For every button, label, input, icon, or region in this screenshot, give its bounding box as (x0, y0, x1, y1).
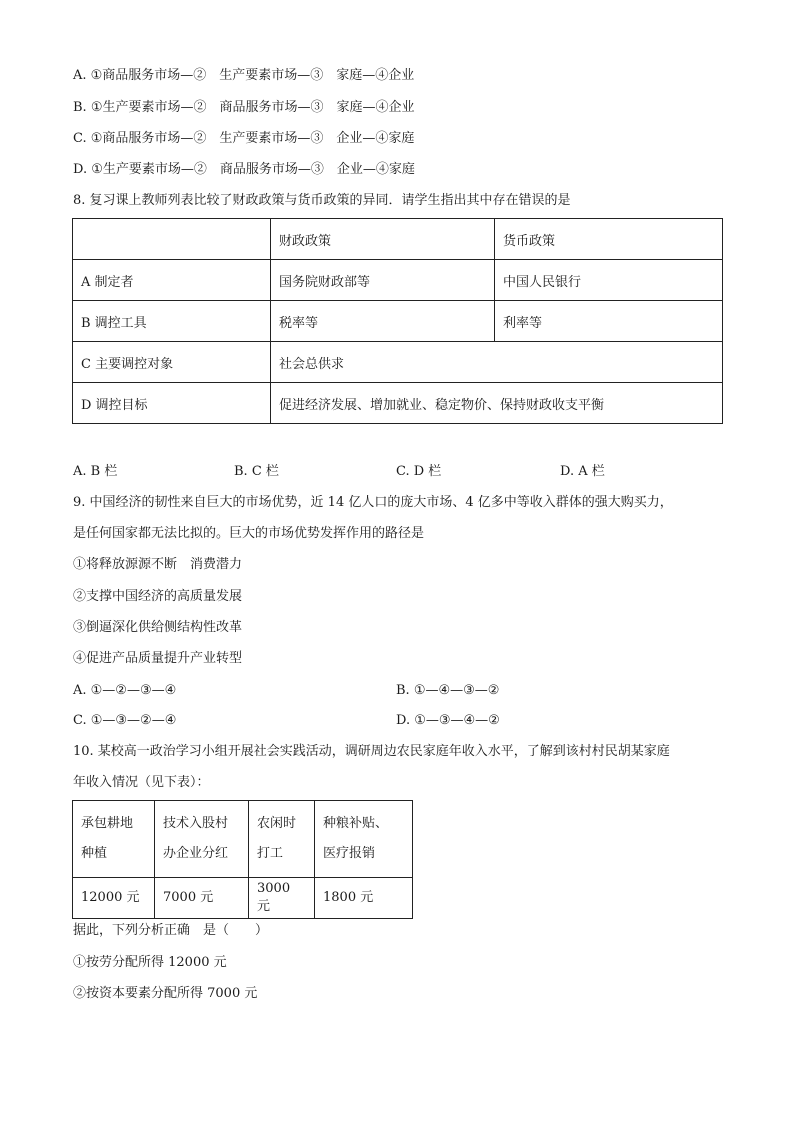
q8-option-d: D. A 栏 (560, 464, 605, 479)
q8-option-a: A. B 栏 (73, 464, 118, 479)
q10-income-table (72, 800, 413, 919)
table-cell: 社会总供求 (271, 342, 723, 383)
table-row (73, 260, 723, 301)
q8-comparison-table (72, 218, 723, 424)
header-line: 种植 (81, 846, 108, 861)
table-header-row (73, 801, 413, 878)
q9-option-d: D. ①—③—④—② (396, 713, 500, 728)
header-line: 技术入股村 (163, 816, 229, 831)
table-cell: 3000 元 (249, 878, 315, 919)
q10-item-1: ①按劳分配所得 12000 元 (73, 955, 227, 970)
table-header-cell: 财政政策 (271, 219, 495, 260)
table-cell: 促进经济发展、增加就业、稳定物价、保持财政收支平衡 (271, 383, 723, 424)
table-cell: 税率等 (271, 301, 495, 342)
table-header-cell (315, 801, 413, 878)
table-row (73, 383, 723, 424)
header-line: 办企业分红 (163, 846, 229, 861)
table-row (73, 301, 723, 342)
table-header-cell (73, 219, 271, 260)
q9-option-b: B. ①—④—③—② (396, 683, 500, 698)
table-cell: 利率等 (495, 301, 723, 342)
header-line: 打工 (257, 846, 284, 861)
table-header-cell (155, 801, 249, 878)
q10-question: 据此，下列分析正确 是（ ） (73, 923, 269, 938)
header-line: 农闲时 (257, 816, 297, 831)
table-cell: 1800 元 (315, 878, 413, 919)
q7-option-b: B. ①生产要素市场—② 商品服务市场—③ 家庭—④企业 (73, 100, 415, 115)
q10-item-2: ②按资本要素分配所得 7000 元 (73, 986, 258, 1001)
q9-stem-line2: 是任何国家都无法比拟的。巨大的市场优势发挥作用的路径是 (73, 526, 425, 541)
q7-option-a: A. ①商品服务市场—② 生产要素市场—③ 家庭—④企业 (73, 68, 415, 83)
q8-stem: 8. 复习课上教师列表比较了财政政策与货币政策的异同．请学生指出其中存在错误的是 (73, 193, 571, 208)
q7-option-d: D. ①生产要素市场—② 商品服务市场—③ 企业—④家庭 (73, 162, 415, 177)
table-cell: 中国人民银行 (495, 260, 723, 301)
table-row (73, 342, 723, 383)
table-cell: 12000 元 (73, 878, 155, 919)
q8-option-c: C. D 栏 (396, 464, 442, 479)
table-header-cell (73, 801, 155, 878)
q9-item-3: ③倒逼深化供给侧结构性改革 (73, 620, 243, 635)
table-cell: B 调控工具 (73, 301, 271, 342)
table-row (73, 878, 413, 919)
q9-option-a: A. ①—②—③—④ (73, 683, 177, 698)
header-line: 种粮补贴、 (323, 816, 389, 831)
table-header-cell: 货币政策 (495, 219, 723, 260)
header-line: 承包耕地 (81, 816, 134, 831)
table-cell: D 调控目标 (73, 383, 271, 424)
q9-stem-line1: 9. 中国经济的韧性来自巨大的市场优势，近 14 亿人口的庞大市场、4 亿多中等收入群体的强大购买力， (73, 495, 673, 510)
q10-stem-line1: 10. 某校高一政治学习小组开展社会实践活动，调研周边农民家庭年收入水平，了解到该村村民胡某家庭 (73, 744, 670, 759)
q9-option-c: C. ①—③—②—④ (73, 713, 177, 728)
q9-item-4: ④促进产品质量提升产业转型 (73, 651, 243, 666)
q8-option-b: B. C 栏 (234, 464, 279, 479)
header-line: 医疗报销 (323, 846, 376, 861)
table-cell: A 制定者 (73, 260, 271, 301)
q9-item-1: ①将释放源源不断 消费潜力 (73, 557, 243, 572)
table-header-cell (249, 801, 315, 878)
table-cell: C 主要调控对象 (73, 342, 271, 383)
table-cell: 7000 元 (155, 878, 249, 919)
table-header-row (73, 219, 723, 260)
table-cell: 国务院财政部等 (271, 260, 495, 301)
q9-item-2: ②支撑中国经济的高质量发展 (73, 589, 243, 604)
q10-stem-line2: 年收入情况（见下表）： (73, 775, 210, 790)
q7-option-c: C. ①商品服务市场—② 生产要素市场—③ 企业—④家庭 (73, 131, 415, 146)
